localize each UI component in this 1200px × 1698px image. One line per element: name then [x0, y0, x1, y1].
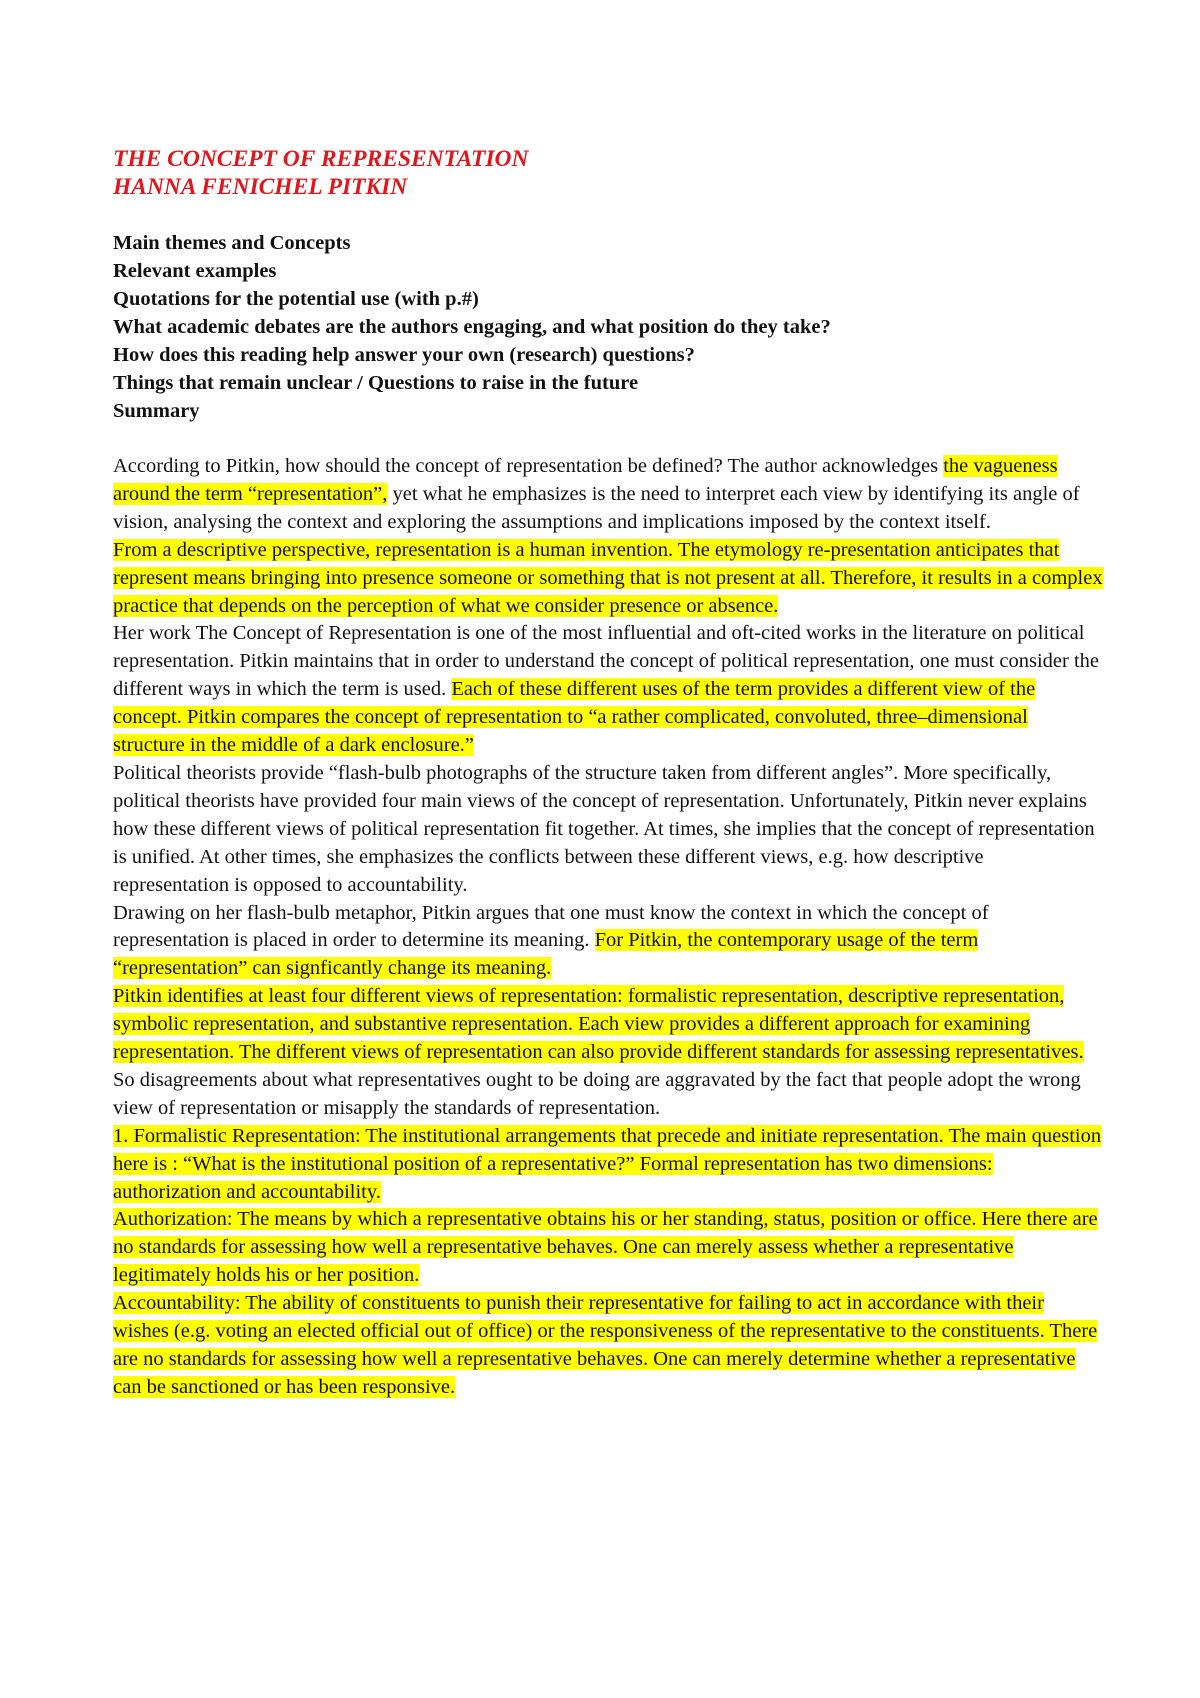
- paragraph-text: Drawing on her flash-bulb metaphor, Pitkin argues that one must know the context in which the concept of representation is placed in order to determine its meaning.: [113, 901, 989, 952]
- highlighted-text: Accountability: The ability of constituents to punish their representative for failing to act in accordance with their wishes (e.g. voting an elected official out of office) or the responsiveness of the representative to the constituents. There are no standards for assessing how well a representative behaves. One can merely determine whether a representative can be sanctioned or has been responsive.: [113, 1292, 1098, 1398]
- paragraph-descriptive-perspective: [113, 537, 1103, 621]
- paragraph-text: So disagreements about what representatives ought to be doing are aggravated by the fact that people adopt the wrong view of representation or misapply the standards of representation.: [113, 1068, 1081, 1119]
- heading-research-questions: How does this reading help answer your own (research) questions?: [113, 344, 695, 366]
- paragraph-text: yet what he emphasizes is the need to interpret each view by identifying its angle of vision, analysing the context and exploring the assumptions and implications imposed by the context itself.: [113, 482, 1080, 533]
- paragraph-four-views: [113, 983, 1103, 1123]
- heading-relevant-examples: Relevant examples: [113, 260, 277, 282]
- paragraph-definition: [113, 453, 1103, 537]
- document-page: [113, 145, 1103, 1402]
- highlighted-text: For Pitkin, the contemporary usage of the term “representation” can signficantly change its meaning.: [113, 929, 979, 980]
- document-author: HANNA FENICHEL PITKIN: [113, 174, 408, 200]
- paragraph-flash-bulb: [113, 900, 1103, 984]
- heading-summary: Summary: [113, 400, 200, 422]
- heading-academic-debates: What academic debates are the authors engaging, and what position do they take?: [113, 316, 831, 338]
- document-title: THE CONCEPT OF REPRESENTATION: [113, 146, 529, 172]
- title-block: [113, 145, 1103, 201]
- heading-unclear-things: Things that remain unclear / Questions to raise in the future: [113, 372, 639, 394]
- paragraph-accountability: [113, 1290, 1103, 1402]
- highlighted-text: Each of these different uses of the term provides a different view of the concept. Pitkin compares the concept of representation to “a rather complicated, convoluted, three–dimensional structure in the middle of a dark enclosure.”: [113, 678, 1036, 757]
- paragraph-formalistic: [113, 1123, 1103, 1207]
- highlighted-text: 1. Formalistic Representation: The institutional arrangements that precede and initiate representation. The main question here is : “What is the institutional position of a representative?” Formal representation has two dimensions: authorization and accountability.: [113, 1124, 1102, 1203]
- highlighted-text: From a descriptive perspective, representation is a human invention. The etymology re-presentation anticipates that represent means bringing into presence someone or something that is not present at all. Therefore, it results in a complex practice that depends on the perception of what we consider presence or absence.: [113, 538, 1103, 617]
- highlighted-text: the vagueness around the term “representation”,: [113, 455, 1058, 505]
- paragraph-text: According to Pitkin, how should the concept of representation be defined? The author acknowledges: [113, 455, 944, 477]
- paragraph-authorization: [113, 1206, 1103, 1290]
- paragraph-her-work: [113, 620, 1103, 760]
- summary-body: [113, 453, 1103, 1402]
- paragraph-political-theorists: [113, 760, 1103, 900]
- highlighted-text: Pitkin identifies at least four different views of representation: formalistic representation, descriptive representation, symbolic representation, and substantive representation. Each view provides a different approach for examining representation. The different views of representation can also provide different standards for assessing representatives.: [113, 985, 1084, 1064]
- guide-questions: [113, 229, 1103, 425]
- paragraph-text: Her work The Concept of Representation is one of the most influential and oft-cited works in the literature on political representation. Pitkin maintains that in order to understand the concept of political representation, one must consider the different ways in which the term is used.: [113, 622, 1100, 701]
- heading-quotations: Quotations for the potential use (with p.#): [113, 288, 479, 310]
- highlighted-text: Authorization: The means by which a representative obtains his or her standing, status, position or office. Here there are no standards for assessing how well a representative behaves. One can merely assess whether a representative legitimately holds his or her position.: [113, 1208, 1098, 1287]
- paragraph-text: Political theorists provide “flash-bulb photographs of the structure taken from different angles”. More specifically, political theorists have provided four main views of the concept of representation. Unfortunately, Pitkin never explains how these different views of political representation fit together. At times, she implies that the concept of representation is unified. At other times, she emphasizes the conflicts between these different views, e.g. how descriptive representation is opposed to accountability.: [113, 761, 1095, 896]
- heading-main-themes: Main themes and Concepts: [113, 232, 351, 254]
